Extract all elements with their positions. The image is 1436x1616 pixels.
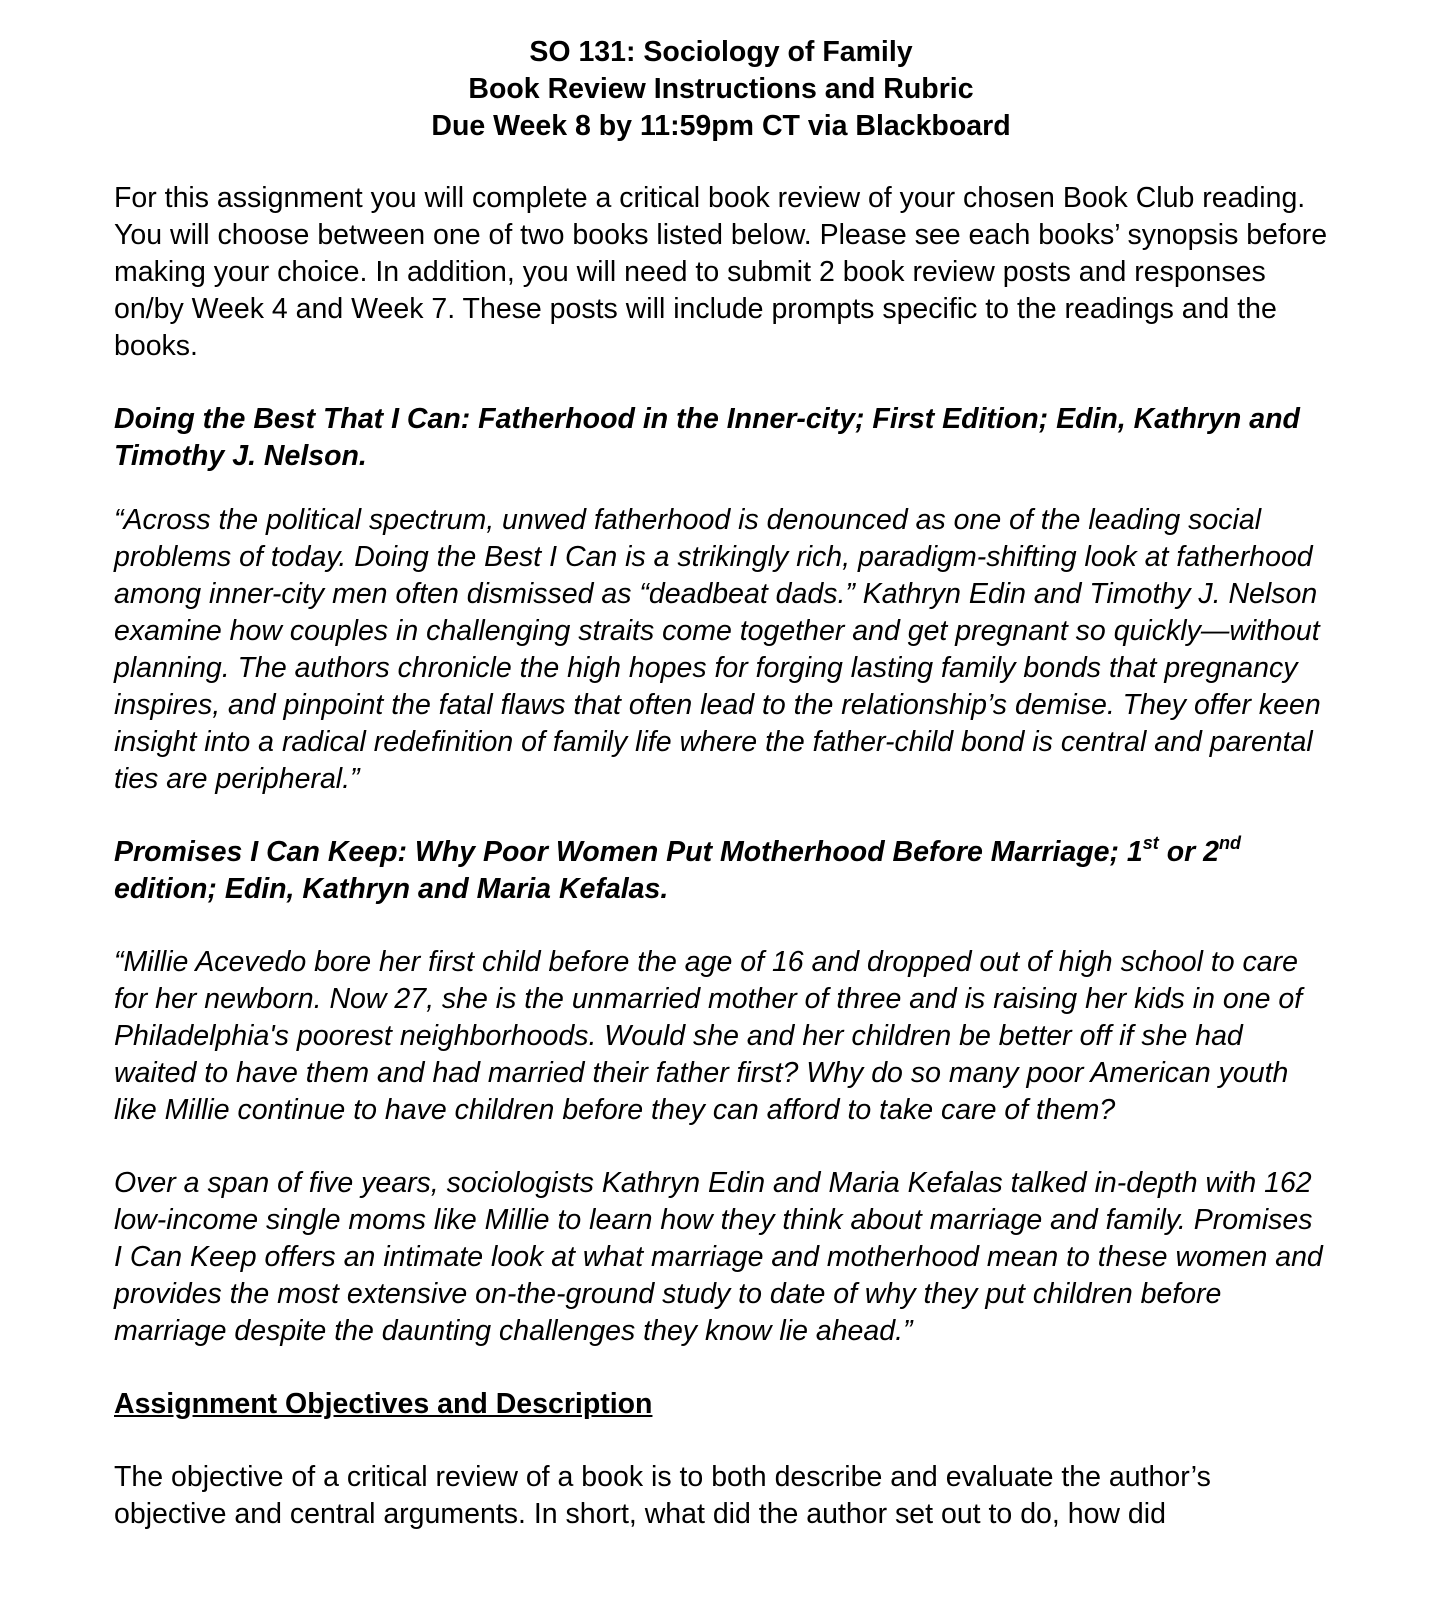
book-2-title-part1: Promises I Can Keep: Why Poor Women Put Motherhood Before Marriage; 1 [114, 836, 1143, 868]
book-2-title-sup2: nd [1219, 833, 1241, 853]
book-2-synopsis-2: Over a span of five years, sociologists Kathryn Edin and Maria Kefalas talked in-depth with 162 low-income single moms like Millie to learn how they think about marriage and family. Promises I Can Keep offers an intimate look at what marriage and motherhood mean to these women and provides the most extensive on-the-ground study to date of why they put children before marriage despite the daunting challenges they know lie ahead.” [114, 1167, 1323, 1347]
book-2-title-part2: or 2 [1158, 836, 1219, 868]
course-title: SO 131: Sociology of Family [529, 36, 913, 68]
intro-paragraph: For this assignment you will complete a critical book review of your chosen Book Club reading. You will choose between one of two books listed below. Please see each books’ synopsis before making your choice. In addition, you will need to submit 2 book review posts and responses on/by Week 4 and Week 7. These posts will include prompts specific to the readings and the books. [114, 182, 1328, 362]
book-2-title [114, 834, 1328, 908]
document-title: Book Review Instructions and Rubric [468, 73, 974, 105]
book-2-title-part3: edition; Edin, Kathryn and Maria Kefalas. [114, 873, 669, 905]
due-date-line: Due Week 8 by 11:59pm CT via Blackboard [431, 110, 1011, 142]
document-header [114, 34, 1328, 145]
book-1-title: Doing the Best That I Can: Fatherhood in the Inner-city; First Edition; Edin, Kathryn and Timothy J. Nelson. [114, 403, 1300, 472]
book-1-synopsis: “Across the political spectrum, unwed fatherhood is denounced as one of the leading social problems of today. Doing the Best I Can is a strikingly rich, paradigm-shifting look at fatherhood among inner-city men often dismissed as “deadbeat dads.” Kathryn Edin and Timothy J. Nelson examine how couples in challenging straits come together and get pregnant so quickly—without planning. The authors chronicle the high hopes for forging lasting family bonds that pregnancy inspires, and pinpoint the fatal flaws that often lead to the relationship’s demise. They offer keen insight into a radical redefinition of family life where the father-child bond is central and parental ties are peripheral.” [114, 504, 1321, 795]
book-2-title-sup1: st [1142, 833, 1159, 853]
objectives-paragraph: The objective of a critical review of a book is to both describe and evaluate the author’s objective and central arguments. In short, what did the author set out to do, how did [114, 1461, 1211, 1530]
objectives-heading: Assignment Objectives and Description [114, 1388, 653, 1420]
book-2-synopsis-1: “Millie Acevedo bore her first child before the age of 16 and dropped out of high school to care for her newborn. Now 27, she is the unmarried mother of three and is raising her kids in one of Philadelphia's poorest neighborhoods. Would she and her children be better off if she had waited to have them and had married their father first? Why do so many poor American youth like Millie continue to have children before they can afford to take care of them? [114, 946, 1303, 1126]
